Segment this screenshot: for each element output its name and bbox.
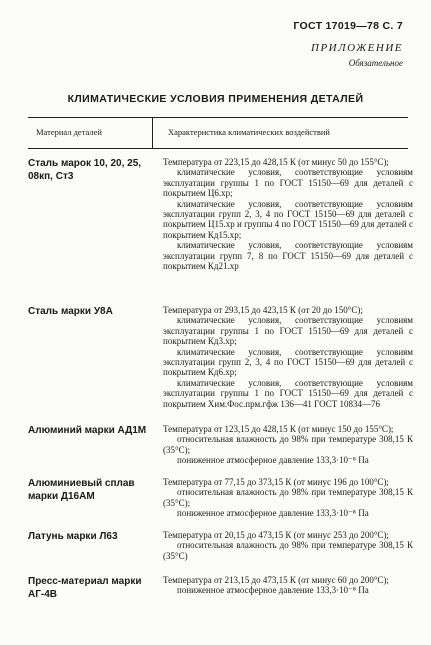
characteristic-line: пониженное атмосферное давление 133,3·10⁻⁸ Па [177,508,369,519]
document-header: ГОСТ 17019—78 С. 7 [293,20,403,32]
characteristic-line: климатические условия, соответствующие условиям эксплуатации групп 7, 8 по ГОСТ 15150—69 для деталей с покрытием Кд21.хр [163,240,413,272]
material-name: Латунь марки Л63 [28,531,118,542]
column-header-characteristics: Характеристика климатических воздействий [168,127,330,137]
material-name: Алюминий марки АД1М [28,425,147,436]
characteristics-cell [163,305,413,409]
material-name: Пресс-материал марки АГ-4В [28,576,142,600]
characteristic-line: Температура от 77,15 до 373,15 К (от минус 196 до 100°С); [163,477,389,487]
table-top-rule [28,117,408,118]
table-header-rule [28,148,408,149]
material-name: Сталь марки У8А [28,306,113,317]
appendix-status: Обязательное [348,58,403,68]
characteristic-line: климатические условия, соответствующие условиям эксплуатации групп 2, 3, 4 по ГОСТ 15150—69 для деталей с покрытием Ц15.хр и группы 4 по ГОСТ 15150—69 для деталей с покрытием Кд15.хр; [163,198,413,240]
characteristics-cell [163,530,413,561]
table-column-divider [152,117,153,148]
characteristic-line: климатические условия, соответствующие условиям эксплуатации групп 2, 3, 4 по ГОСТ 15150—69 для деталей с покрытием Кд6.хр; [163,346,413,378]
characteristic-line: Температура от 123,15 до 428,15 К (от минус 150 до 155°С); [163,424,394,434]
characteristic-line: Температура от 213,15 до 473,15 К (от минус 60 до 200°С); [163,575,389,585]
characteristic-line: пониженное атмосферное давление 133,3·10⁻⁸ Па [177,585,369,596]
characteristic-line: Температура от 223,15 до 428,15 К (от минус 50 до 155°С); [163,157,389,167]
characteristic-line: относительная влажность до 98% при температуре 308,15 К (35°С); [163,434,413,455]
material-name: Алюминиевый сплав марки Д16АМ [28,478,135,502]
appendix-label: ПРИЛОЖЕНИЕ [311,42,403,54]
characteristics-cell [163,477,413,519]
characteristics-cell [163,575,413,596]
page-title: КЛИМАТИЧЕСКИЕ УСЛОВИЯ ПРИМЕНЕНИЯ ДЕТАЛЕЙ [67,93,364,105]
characteristics-cell [163,424,413,466]
characteristic-line: Температура от 20,15 до 473,15 К (от минус 253 до 200°С); [163,530,389,540]
characteristic-line: климатические условия, соответствующие условиям эксплуатации группы 1 по ГОСТ 15150—69 для деталей с покрытием Хим.Фос.прм.гфж 136—41 ГОСТ 10834—76 [163,377,413,409]
characteristic-line: относительная влажность до 98% при температуре 308,15 К (35°С); [163,487,413,508]
characteristics-cell [163,157,413,271]
characteristic-line: климатические условия, соответствующие условиям эксплуатации группы 1 по ГОСТ 15150—69 для деталей с покрытием Кд3.хр; [163,315,413,347]
column-header-material: Материал деталей [36,127,102,137]
characteristic-line: климатические условия, соответствующие условиям эксплуатации группы 1 по ГОСТ 15150—69 для деталей с покрытием Ц6.хр; [163,167,413,199]
characteristic-line: относительная влажность до 98% при температуре 308,15 К (35°С) [163,540,413,561]
material-name: Сталь марок 10, 20, 25, 08кп, Ст3 [28,158,142,182]
characteristic-line: пониженное атмосферное давление 133,3·10⁻⁸ Па [177,455,369,466]
characteristic-line: Температура от 293,15 до 423,15 К (от 20 до 150°С); [163,305,363,315]
